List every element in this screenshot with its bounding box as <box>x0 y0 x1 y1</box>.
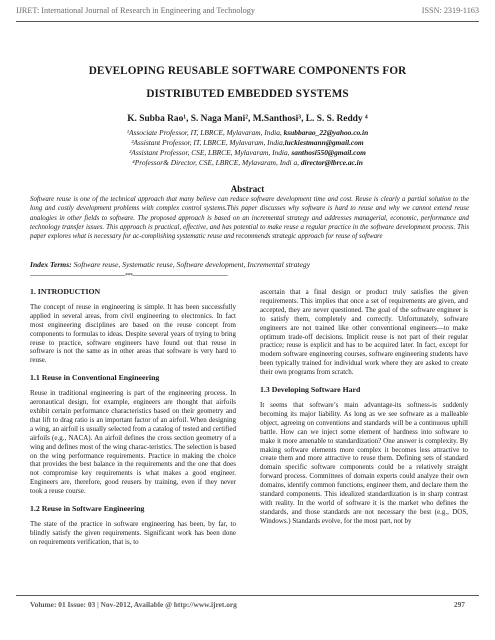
page-number: 297 <box>453 600 465 609</box>
affiliation-2 <box>20 138 475 148</box>
index-terms-label: Index Terms: <box>30 260 72 269</box>
journal-name: IJRET: International Journal of Research in Engineering and Technology <box>16 6 255 15</box>
section-heading-introduction: 1. INTRODUCTION <box>30 287 101 296</box>
section-heading-software-reuse: 1.2 Reuse in Software Engineering <box>30 504 145 514</box>
paragraph: The state of the practice in software engineering has been, by far, to blindly satisfy the given requirements. Significant work has been done on requirements verification, that is, to <box>30 519 236 546</box>
author-email[interactable]: ksubbarao_22@yahoo.co.in <box>283 128 369 137</box>
author-list: K. Subba Rao¹, S. Naga Mani², M.Santhosi³, L. S. S. Reddy ⁴ <box>127 114 368 124</box>
paragraph: It seems that software’s main advantage-its softness-is suddenly becoming its major liability. As long as we see software as a malleable object, agreeing on conventions and standards will be a continuous uphill battle. How can we inject some element of hardness into software to make it more amenable to standardization? One answer is complexity. By making software elements more complex it becomes less attractive to create them and more attractive to reuse them. Defining sets of standard domain specific software components could be a relatively straight forward process. Committees of domain experts could analyze their own domains, identify common functions, engineer them, and declare them the standard components. This idealized standardization is in sharp contrast with reality. In the world of software it is the market who defines the standards, and those standards are not necessary the best (e.g., DOS, Windows.) Standards evolve, for the most part, not by <box>260 400 468 525</box>
affiliation-text: ³Assistant Professor, CSE, LBRCE, Mylavaram, India, <box>129 148 292 157</box>
abstract-text: Software reuse is one of the technical approach that many believe can reduce software development time and cost. Reuse is clearly a partial solution to the long and costly development problems with complex control systems.This paper discusses why software is hard to reuse and why we cannot extend reuse analogies in other fields to software. The proposed approach is based on an incremental strategy and addresses managerial, economic, performance and technology transfer issues. This approach is practical, effective, and has potential to make reuse a regular practice in the software development process. This paper explores what is necessary for ac-complishing systematic reuse and recommends strategic approach for reuse of software <box>30 196 469 241</box>
affiliation-text: ¹Associate Professor, IT, LBRCE, Mylavaram, India, <box>126 128 284 137</box>
footer-volume-info: Volume: 01 Issue: 03 | Nov-2012, Available @ http://www.ijret.org <box>30 600 237 609</box>
issn-number: ISSN: 2319-1163 <box>421 6 479 15</box>
abstract-heading: Abstract <box>230 184 265 194</box>
affiliation-text: ⁴Professor& Director, CSE, LBRCE, Mylavaram, Indi a, <box>132 158 301 167</box>
paragraph: The concept of reuse in engineering is simple. It has been successfully applied in several areas, from civil engineering to electronics. In fact most engineering disciplines are based on the reuse concept from components to formulas to ideas. Despite several years of trying to bring reuse to practice, software engineers have found out that reuse in software is not the same as in other areas that software is very hard to reuse. <box>30 302 236 365</box>
section-divider: --------------------------------------------------------------------***-------------------------------------------------------------------- <box>30 273 228 279</box>
index-terms <box>30 260 469 269</box>
affiliation-text: ²Assistant Professor, IT, LBRCE, Mylavaram, India, <box>131 138 285 147</box>
affiliation-4 <box>20 158 475 168</box>
left-column <box>30 288 236 556</box>
paragraph: Reuse in traditional engineering is part of the engineering process. In aeronautical design, for example, engineers are thought that airfoils exhibit certain performance characteristics based on their geometry and that lift to drag ratio is an important factor of an airfoil. When designing a wing, an airfoil is usually selected from a catalog of tested and certified airfoils (e.g., NACA). An airfoil defines the cross section geometry of a wing and defines most of the wing charac-teristics. The selection is based on the wing performance requirements. Practice in making the choice that provides the best balance in the requirements and the one that does not compromise key requirements is what makes a good engineer. Engineers are, therefore, good reusers by training, even if they never took a reuse course. <box>30 389 236 496</box>
paper-title-line-2: DISTRIBUTED EMBEDDED SYSTEMS <box>146 88 349 100</box>
affiliation-1 <box>20 128 475 138</box>
header-rule <box>16 21 479 22</box>
running-header <box>16 6 479 20</box>
paragraph: ascertain that a final design or product truly satisfies the given requirements. This implies that once a set of requirements are given, and accepted, they are never questioned. The goal of the software engineer is to satisfy them, completely and correctly. Unfortunately, software engineers are not trained like other conventional engineers—to make optimum trade-off decisions. Implicit reuse is not part of their regular practice; reuse is explicit and has to be acquired later. In fact, except for modern software engineering courses, software engineering students have been typically trained for individual work where they are asked to create their own programs from scratch. <box>260 288 468 377</box>
index-terms-text: Software reuse, Systematic reuse, Software development, Incremental strategy <box>71 260 311 269</box>
section-heading-developing-hard: 1.3 Developing Software Hard <box>260 385 361 395</box>
right-column <box>260 288 468 535</box>
paper-title-line-1: DEVELOPING REUSABLE SOFTWARE COMPONENTS FOR <box>88 65 407 77</box>
author-email[interactable]: luckiestmann@gmail.com <box>284 138 364 147</box>
affiliation-3 <box>20 148 475 158</box>
author-email[interactable]: santhosi550@gmail.com <box>291 148 366 157</box>
section-heading-conventional-reuse: 1.1 Reuse in Conventional Engineering <box>30 373 160 383</box>
footer-rule <box>16 595 479 596</box>
author-email[interactable]: director@lbrce.ac.in <box>300 158 363 167</box>
